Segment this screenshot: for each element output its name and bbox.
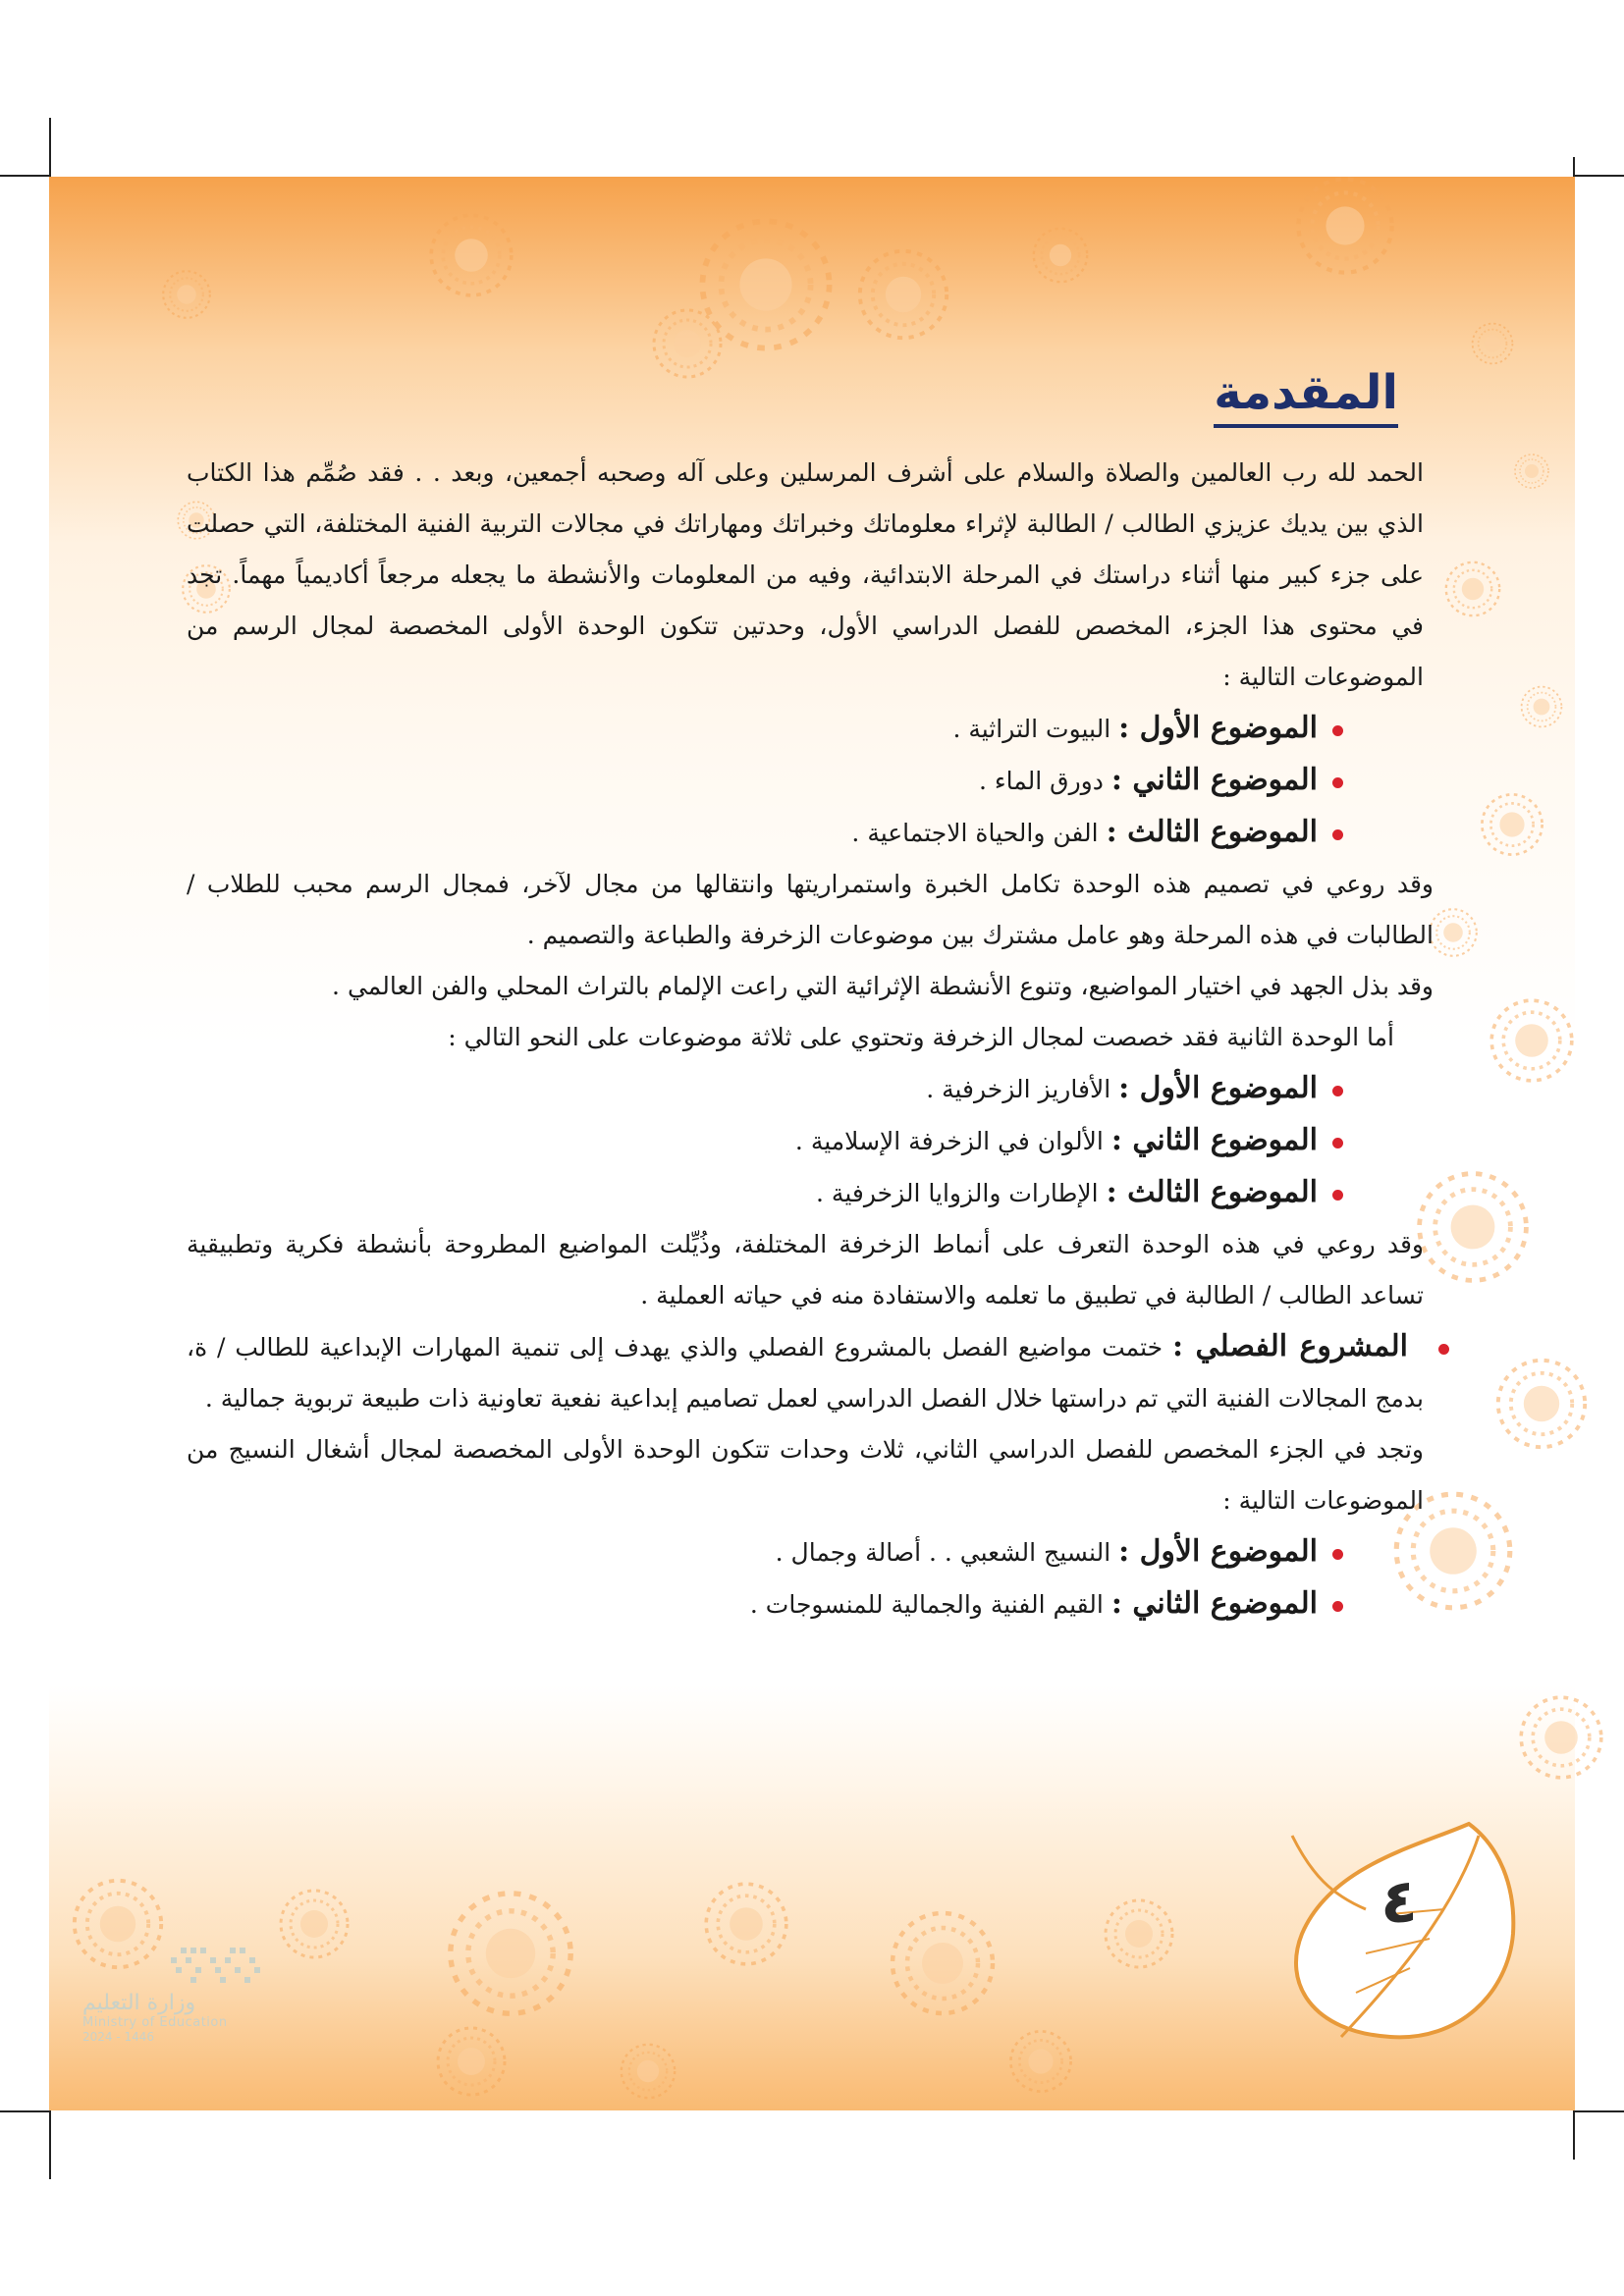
- project-paragraph: [187, 1321, 1434, 1424]
- unit1-topic: [187, 703, 1318, 755]
- topic-label: الموضوع الأول :: [1118, 1071, 1318, 1105]
- ministry-arabic: وزارة التعليم: [82, 1991, 196, 2015]
- topic-text: الإطارات والزوايا الزخرفية .: [816, 1179, 1099, 1207]
- topic-text: دورق الماء .: [978, 767, 1104, 795]
- unit2-paragraph: وقد روعي في هذه الوحدة التعرف على أنماط الزخرفة المختلفة، وذُيِّلت المواضيع المطروحة بأنشطة فكرية وتطبيقية تساعد الطالب / الطالبة في تطبيق ما تعلمه والاستفادة منه في حياته العملية .: [187, 1230, 1424, 1309]
- unit2-topic-list: [187, 1063, 1434, 1219]
- unit2-topic: [187, 1063, 1318, 1115]
- ministry-logo-icon: [161, 1944, 279, 1987]
- project-label: المشروع الفصلي :: [1172, 1329, 1408, 1363]
- unit1-topic: [187, 807, 1318, 859]
- unit2-topic: [187, 1167, 1318, 1219]
- topic-label: الموضوع الأول :: [1118, 1534, 1318, 1569]
- unit1-paragraph: وقد بذل الجهد في اختيار المواضيع، وتنوع الأنشطة الإثرائية التي راعت الإلمام بالتراث المحلي والفن العالمي .: [332, 972, 1434, 1000]
- unit1-paragraph: وقد روعي في تصميم هذه الوحدة تكامل الخبرة واستمراريتها وانتقالها من مجال لآخر، فمجال الرسم محبب للطلاب / الطالبات في هذه المرحلة وهو عامل مشترك بين موضوعات الزخرفة والطباعة والتصميم .: [187, 870, 1434, 949]
- ministry-english: Ministry of Education: [82, 2015, 228, 2030]
- semester2-topic: [187, 1526, 1318, 1578]
- topic-text: البيوت التراثية .: [952, 715, 1111, 743]
- semester2-paragraph: وتجد في الجزء المخصص للفصل الدراسي الثاني، ثلاث وحدات تتكون الوحدة الأولى المخصصة لمجال أشغال النسيج من الموضوعات التالية :: [187, 1435, 1424, 1515]
- topic-label: الموضوع الأول :: [1118, 711, 1318, 745]
- topic-text: الفن والحياة الاجتماعية .: [851, 819, 1099, 847]
- topic-text: الأفاريز الزخرفية .: [926, 1075, 1111, 1103]
- semester2-topic: [187, 1578, 1318, 1630]
- topic-label: الموضوع الثالث :: [1106, 1175, 1318, 1209]
- topic-text: الألوان في الزخرفة الإسلامية .: [794, 1127, 1104, 1155]
- topic-label: الموضوع الثاني :: [1110, 763, 1318, 797]
- intro-content: [187, 448, 1434, 1630]
- page-title: المقدمة: [1214, 365, 1398, 428]
- semester2-topic-list: [187, 1526, 1434, 1630]
- project-text: ختمت مواضيع الفصل بالمشروع الفصلي والذي يهدف إلى تنمية المهارات الإبداعية للطالب / ة، بدمج المجالات الفنية التي تم دراستها خلال الفصل الدراسي لعمل تصاميم إبداعية نفعية تعاونية ذات طبيعة تربوية جمالية .: [187, 1333, 1424, 1413]
- unit1-topic: [187, 755, 1318, 807]
- unit2-topic: [187, 1115, 1318, 1167]
- bullet-dot: [1438, 1344, 1449, 1355]
- topic-label: الموضوع الثاني :: [1110, 1123, 1318, 1157]
- ministry-year: 2024 - 1446: [82, 2030, 155, 2044]
- unit1-paragraph: أما الوحدة الثانية فقد خصصت لمجال الزخرفة وتحتوي على ثلاثة موضوعات على النحو التالي :: [448, 1023, 1394, 1051]
- topic-label: الموضوع الثاني :: [1110, 1586, 1318, 1621]
- topic-label: الموضوع الثالث :: [1106, 815, 1318, 849]
- intro-paragraph: الحمد لله رب العالمين والصلاة والسلام على أشرف المرسلين وعلى آله وصحبه أجمعين، وبعد . . فقد صُمِّم هذا الكتاب الذي بين يديك عزيزي الطالب / الطالبة لإثراء معلوماتك وخبراتك ومهاراتك في مجالات التربية الفنية المختلفة، التي حصلت على جزء كبير منها أثناء دراستك في المرحلة الابتدائية، وفيه من المعلومات والأنشطة ما يجعله مرجعاً أكاديمياً مهماً. تجد في محتوى هذا الجزء، المخصص للفصل الدراسي الأول، وحدتين تتكون الوحدة الأولى المخصصة لمجال الرسم من الموضوعات التالية :: [187, 458, 1424, 691]
- unit1-topic-list: [187, 703, 1434, 859]
- ministry-logo: [82, 1944, 279, 2044]
- topic-text: القيم الفنية والجمالية للمنسوجات .: [749, 1590, 1104, 1619]
- page-number: ٤: [1380, 1865, 1418, 1937]
- topic-text: النسيج الشعبي . . أصالة وجمال .: [775, 1538, 1111, 1567]
